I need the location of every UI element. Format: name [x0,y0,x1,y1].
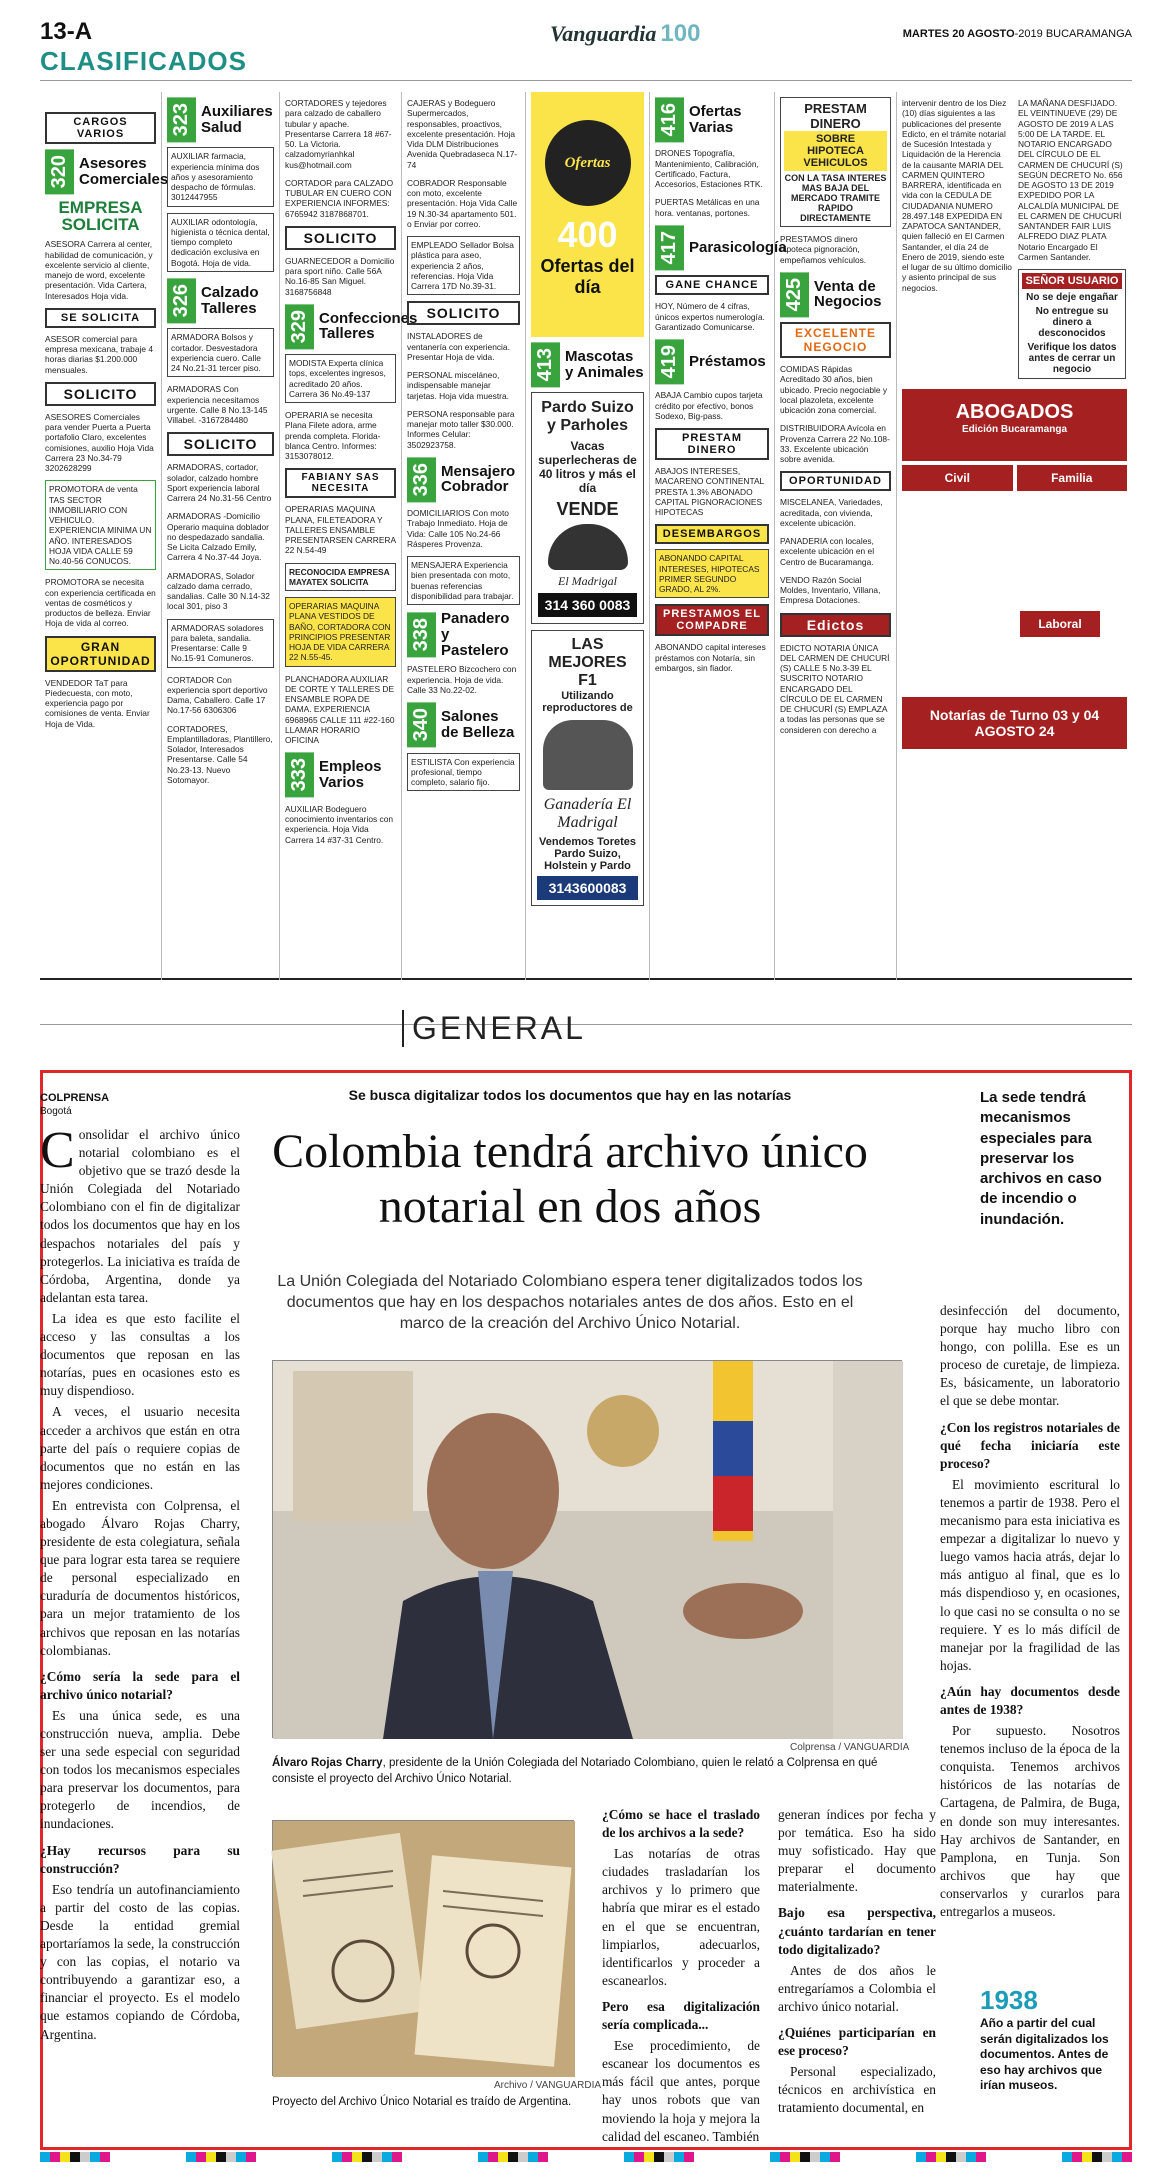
classified-ad: COBRADOR Responsable con moto, excelente presentación. Hoja Vida Calle 19 N.30-34 apartamento 501. o Enviar por correo. [407,177,518,229]
classified-ad: CORTADOR Con experiencia sport deportivo Dama, Caballero. Calle 17 No.17-56 6306306 [167,674,268,716]
interview-answer: Las notarías de otras ciudades trasladarían los archivos y lo primero que habría que mirar es el estado en el que se encuentran, limpiarlos, adecuarlos, identificarlos y proceder a escanearlos. [602,1846,760,1988]
paragraph: onsolidar el archivo único notarial colombiano es el objetivo que se trazó desde la Unión Colegiada del Notariado Colombiano con el fin de digitalizar todos los documentos que hay en los despachos notariales del país y protegerlos. La iniciativa es traída de Córdoba, Argentina, donde ya adelantan esta tarea. [40,1127,240,1305]
category-425 [780,272,891,317]
classified-ad: MODISTA Experta clínica tops, excelentes ingresos, acreditado 20 años. Carrera 36 No.49-137 [285,354,396,403]
classified-ad: HOY, Número de 4 cifras, únicos expertos numerología. Garantizado Comunicarse. [655,301,765,332]
classified-ad: PLANCHADORA AUXILIAR DE CORTE Y TALLERES DE ENSAMBLE ROPA DE DAMA. EXPERIENCIA 6968965 CALLE 111 #22-160 LLAMAR HORARIO OFICINA [285,673,395,746]
category-number: 413 [531,342,560,387]
ofertas-banner [531,92,644,337]
classified-ad: ABAJOS INTERESES, MACARENO CONTINENTAL PRESTA 1.3% ABONADO CAPITAL PIGNORACIONES HIPOTECAS [655,466,764,518]
prestam-title: PRESTAM DINERO [804,101,867,131]
tasa-text: CON LA TASA INTERES MAS BAJA DEL MERCADO TRAMITE RAPIDO DIRECTAMENTE [784,173,887,223]
classified-ad: OPERARIA se necesita Plana Filete adora, arme prenda completa. Florida-blanca Centro. Informes: 3153078012. [285,410,381,462]
section-general-title: GENERAL [402,1010,586,1047]
classified-ad: AUXILIAR farmacia, experiencia mínima dos años y asesoramiento despacho de fórmulas. 3012447955 [167,147,274,206]
brand-name: Vanguardia [550,21,657,46]
page-number: 13-A [40,18,93,45]
senor-tip-3: Verifique los datos antes de cerrar un negocio [1027,342,1117,375]
article-summary: La Unión Colegiada del Notariado Colombiano espera tener digitalizados todos los documentos que hay en los despachos notariales antes de dos años. Esto en el marco de la creación del Archivo Único Notarial. [277,1273,863,1332]
edicto-text: intervenir dentro de los Diez (10) días siguientes a las publicaciones del presente Edicto, en el trámite notarial de Sucesión Intestada y Liquidación de la Herencia de la causante MARIA DEL CARMEN QUINTERO BARRERA, identificada en vida con la CEDULA DE CIUDADANIA NUMERO 28.497.148 EXPEDIDA EN ZAPATOCA SANTANDER, quien falleció en El Carmen Santander, el día 24 de Enero de 2019, siendo este el lugar de su último domicilio y asiento principal de sus negocios. [902,98,1012,293]
article-column-right [940,1302,1120,1924]
vendemos-text: Vendemos Toretes Pardo Suizo, Holstein y Pardo [539,836,636,873]
classified-ad: ABAJA Cambio cupos tarjeta crédito por efectivo, bonos Sodexo, Big-pass. [655,390,763,421]
classified-ad: AUXILIAR Bodeguero conocimiento inventarios con experiencia. Hoja Vida Carrera 14 #37-31 Centro. [285,803,394,845]
classified-ad: INSTALADORES de ventanería con experiencia. Presentar Hoja de vida. [407,331,510,362]
classified-column-1 [40,92,169,980]
category-323 [167,97,274,142]
paragraph: La idea es que esto facilite el acceso y las consultas a los documentos que reposan en las notarías, pues en ocasiones esto es muy dispendioso. [40,1310,240,1399]
interview-question: ¿Cómo se hace el traslado de los archivos a la sede? [602,1807,760,1841]
interview-question: ¿Aún hay documentos desde antes de 1938? [940,1683,1120,1717]
color-bar [1062,2152,1132,2162]
category-338 [407,611,520,658]
abogados-title: ABOGADOS [955,401,1074,423]
solicito-banner: SOLICITO [407,301,520,325]
solicito-banner: SOLICITO [45,382,156,406]
mejores-sub: Utilizando reproductores de [542,690,633,715]
se-solicita-banner: SE SOLICITA [45,308,156,328]
madrigal-signature: El Madrigal [558,574,617,589]
classified-ad: PANADERIA con locales, excelente ubicación en el Centro de Bucaramanga. [780,536,875,567]
category-326 [167,278,274,323]
category-name: Préstamos [689,352,766,370]
category-number: 417 [655,225,684,270]
abogados-categories [902,465,1127,491]
mejores-title: LAS MEJORES F1 [548,636,627,690]
classified-ad: OPERARIAS MAQUINA PLANA VESTIDOS DE BAÑO, CORTADORA CON PRINCIPIOS PRESENTAR HOJA DE VIDA CARRERA 22 N.55-45. [285,597,396,667]
prestam-hipoteca-ad [780,97,891,227]
abogados-banner [902,389,1127,461]
classified-column-3 [280,92,418,980]
classified-ad: MENSAJERA Experiencia bien presentada con moto, buenas referencias disponibilidad para trabajar. [407,556,520,605]
category-name: Panadero y Pastelero [441,610,510,659]
caption-text: , presidente de la Unión Colegiada del Notariado Colombiano, quien le relató a Colprensa en qué consiste el proyecto del Archivo Único Notarial. [272,1757,878,1785]
article-kicker: Se busca digitalizar todos los documentos que hay en las notarías [348,1087,792,1103]
classified-ad: VENDO Razón Social Moldes, Inventario, Villana, Empresa Dotaciones. [780,574,881,606]
solicito-banner: SOLICITO [167,432,274,456]
color-bar [40,2152,110,2162]
category-number: 333 [285,752,314,797]
classified-ad: ASESOR comercial para empresa mexicana, trabaje 4 horas diarias $1.200.000 mensuales. [45,333,153,375]
cow-illustration [548,524,628,570]
archive-photo [272,1820,574,2076]
category-name: Venta de Negocios [814,277,882,311]
classified-ad: AUXILIAR odontología, higienista o técnica dental, tiempo completo dedicación exclusiva en Bogotá. Hoja de vida. [167,213,274,272]
classified-column-2 [162,92,280,980]
classified-ad: PROMOTORA de venta TAS SECTOR INMOBILIARIO CON VEHICULO. EXPERIENCIA MINIMA UN AÑO. INTERESADOS HOJA VIDA CALLE 59 No.40-56 CONUCOS. [45,480,156,570]
category-419 [655,339,769,384]
classified-ad: ARMADORAS, Solador calzado dama cerrado, sandalias. Calle 30 N.14-32 local 301, piso 3 [167,570,270,612]
category-336 [407,457,520,502]
archive-photo-illustration [273,1821,575,2077]
interview-answer: Por supuesto. Nosotros tenemos incluso de la época de la conquista. Tenemos archivos históricos de las notarías de Cartagena, de Palmira, de Buga, en donde son muy interesantes. Hay archivos de Santander, en Pamplona, en Tunja. Son archivos que hay que conservarlos y curarlos para entregarlos a museos. [940,1723,1120,1919]
category-name: Salones de Belleza [441,708,515,741]
interview-answer: generan índices por fecha y por temática. Eso ha sido muy sofisticado. Hay que preparar el documento materialmente. [778,1807,936,1895]
header-rule [40,80,1132,81]
laboral-tag: Laboral [1020,611,1100,637]
classified-ad: MISCELANEA, Variedades, acreditada, con vivienda, excelente ubicación. [780,497,883,528]
color-bar [770,2152,840,2162]
category-name: Calzado Talleres [201,283,259,317]
interview-answer: desinfección del documento, porque hay mucho libro con hongo, con polilla. Ese es un proceso de curetaje, de limpieza. Es, básicamente, un laboratorio el que se debe montar. [940,1303,1120,1409]
category-number: 336 [407,457,436,502]
paragraph: En entrevista con Colprensa, el abogado Álvaro Rojas Charry, presidente de esta colegiatura, señala que para lograr esta tarea se requiere de personal especializado en curaduría de documentos históricos, para un mejor tratamiento de los archivos que reposan en las notarías colombianas. [40,1497,240,1658]
brand-logo [550,20,700,48]
cargos-varios-title: CARGOS VARIOS [45,112,156,144]
empresa-solicita-banner: EMPRESA SOLICITA [58,198,143,235]
classified-column-4 [402,92,526,980]
classified-ad: CORTADORES, Emplantilladoras, Plantillero, Solador, Interesados Presentarse. Calle 54 No.23-13. Nuevo Sotomayor. [167,723,273,785]
pardo-vende: VENDE [556,499,619,520]
category-number: 338 [407,612,436,657]
interview-question: ¿Con los registros notariales de qué fecha iniciaría este proceso? [940,1419,1120,1471]
edicto-text-2: LA MAÑANA DESFIJADO. EL VEINTINUEVE (29) DE AGOSTO DE 2019 A LAS 5:00 DE LA TARDE. EL NOTARIO ENCARGADO DEL CÍRCULO DE EL CARMEN DE CHUCURÍ (S) SEGÚN DECRETO No. 656 DE AGOSTO 13 DE 2019 EXPEDIDO POR LA ALCALDÍA MUNICIPAL DE EL CARMEN DE CHUCURÍ SANTANDER FAIR LUIS ALFREDO DIAZ PLATA Notario Encargado El Carmen Santander. [1018,98,1123,262]
category-417 [655,225,787,270]
color-bar [916,2152,986,2162]
madrigal-phone: 3143600083 [537,876,638,900]
notarias-turno-box: Notarías de Turno 03 y 04 AGOSTO 24 [902,697,1127,749]
color-bar [186,2152,256,2162]
archive-photo-credit: Archivo / VANGUARDIA [494,2080,602,2091]
classified-ad: DISTRIBUIDORA Avícola en Provenza Carrera 22 No.108-33. Excelente ubicación sobre avenida. [780,423,890,465]
madrigal-ad [531,630,644,906]
pardo-suizo-ad [531,392,644,624]
edictos-banner: Edictos [780,613,891,637]
interview-answer: El movimiento escritural lo tenemos a partir de 1938. Pero el mecanismo para esta iniciativa es empezar a digitalizar lo nuevo y luego vamos hacia atrás, dejar lo más antiguo al final, que es lo más dispendioso y, en ocasiones, lo que casi no se consulta o no se requiere. Y es lo más difícil de manejar por la fragilidad de las hojas. [940,1476,1120,1673]
classified-ad: ARMADORAS -Domicilio Operario maquina doblador no despedazado sandalia. Se Licita Calzado Emily, Carrera 4 No.37-44 Joya. [167,511,269,563]
date-strong: MARTES 20 AGOSTO [902,28,1015,40]
classified-ad: ARMADORAS Con experiencia necesitamos urgente. Calle 8 No.13-145 Villabel. -3167284480 [167,384,268,425]
ofertas-seal: Ofertas [545,120,631,206]
classified-ad: CORTADORES y tejedores para calzado de caballero tubular y apache. Presentarse Carrera 18 #67-50. La Victoria. calzadomyrianhkal kus@hotmail.com [285,98,392,170]
page-header [40,18,1132,74]
bull-illustration [543,720,633,790]
gran-oportunidad-banner: GRAN OPORTUNIDAD [45,636,156,672]
pardo-phone: 314 360 0083 [538,593,637,617]
abogados-listings-2 [902,637,1127,697]
category-number: 329 [285,304,314,349]
main-photo [272,1360,902,1738]
desembargos-banner: DESEMBARGOS [655,524,769,544]
classified-ad: ARMADORAS soladores para baleta, sandalia. Presentarse: Calle 9 No.15-91 Comuneros. [167,619,274,668]
category-416 [655,97,769,142]
ofertas-number: 400 [557,214,618,255]
interview-question: ¿Quiénes participarían en ese proceso? [778,2025,936,2059]
senor-tip-1: No se deje engañar [1026,292,1118,303]
category-329 [285,304,418,349]
classified-ad: OPERARIAS MAQUINA PLANA, FILETEADORA Y TALLERES ENSAMBLE PRESENTARSEN CARRERA 22 N.54-49 [285,504,396,556]
senor-title: SEÑOR USUARIO [1022,273,1122,289]
oportunidad-banner: OPORTUNIDAD [780,471,891,491]
mayatex-banner: RECONOCIDA EMPRESA MAYATEX SOLICITA [285,563,396,592]
category-name: Asesores Comerciales [79,154,169,188]
classified-column-8 [897,92,1132,980]
interview-question: Bajo esa perspectiva, ¿cuánto tardarían en tener todo digitalizado? [778,1905,936,1957]
fabiany-banner: FABIANY SAS NECESITA [285,468,396,498]
classified-ad: PASTELERO Bizcochero con experiencia. Hoja de vida. Calle 33 No.22-02. [407,664,517,695]
pardo-title: Pardo Suizo y Parholes [541,399,634,435]
abogados-subtitle: Edición Bucaramanga [961,424,1068,435]
classifieds-grid [40,92,1132,980]
interview-answer: Personal especializado, técnicos en archivística en tratamiento documental, en [778,2064,936,2116]
interview-answer: Antes de dos años le entregaríamos a Colombia el archivo único notarial. [778,1962,936,2014]
ofertas-subtitle: Ofertas del día [540,256,635,297]
classified-ad: PERSONA responsable para manejar moto taller $30.000. Informes Celular: 3502923758. [407,408,515,450]
category-number: 425 [780,272,809,317]
classified-ad: COMIDAS Rápidas Acreditado 30 años, bien ubicado. Precio negociable y local plazoleta, excelente ubicación zona comercial. [780,364,888,416]
interview-answer: Ese procedimiento, de escanear los documentos es más fácil que antes, porque hay unos robots que van moviendo la hoja y mejora la calidad del escaneo. También [602,2038,760,2144]
section-rule [40,1024,1132,1025]
category-name: Empleos Varios [319,758,382,792]
classified-column-5 [526,92,650,980]
interview-question: Pero esa digitalización sería complicada... [602,1998,760,2033]
classified-ad: PERSONAL misceláneo, indispensable manejar tarjetas. Hoja vida muestra. [407,370,509,401]
excelente-negocio-banner: EXCELENTE NEGOCIO [780,322,891,358]
stat-number: 1938 [980,1985,1038,2015]
main-photo-credit: Colprensa / VANGUARDIA [790,1742,910,1753]
brand-anniversary: 100 [660,20,701,47]
category-name: Ofertas Varias [689,102,742,136]
date-rest: -2019 BUCARAMANGA [1014,28,1132,40]
pardo-vacas: Vacas superlecheras de 40 litros y más el día [538,439,637,496]
print-registration-bars [40,2152,1132,2166]
classified-ad: CAJERAS y Bodeguero Supermercados, responsables, proactivos, excelente presentación. Hoja Vida DLM Distribuciones Avenida Quebradaseca N.17-74 [407,98,518,170]
drop-cap: C [40,1122,75,1179]
interview-question: ¿Cómo sería la sede para el archivo único notarial? [40,1668,240,1702]
category-name: Mensajero Cobrador [441,462,516,496]
classified-ad: DOMICILIARIOS Con moto Trabajo Inmediato. Hoja de Vida: Calle 105 No.24-66 Rásperes Provenza. [407,508,509,549]
stat-text: Año a partir del cual serán digitalizados los documentos. Antes de eso hay archivos que irían museos. [980,2016,1109,2093]
classified-ad: ARMADORA Bolsos y cortador. Desvestadora experiencia cuero. Calle 24 No.21-31 tercer piso. [167,328,274,377]
prestamos-compadre-banner: PRESTAMOS EL COMPADRE [655,604,769,636]
category-number: 340 [407,702,436,747]
main-photo-caption [272,1756,902,1787]
prestam-dinero-banner: PRESTAM DINERO [655,428,769,460]
classified-ad: ABONANDO CAPITAL INTERESES, HIPOTECAS PRIMER SEGUNDO GRADO, AL 2%. [655,549,769,598]
classified-column-6 [650,92,787,980]
category-340 [407,702,520,747]
gane-chance-banner: GANE CHANCE [655,275,769,295]
color-bar [332,2152,402,2162]
edition-date [903,28,1132,40]
article-headline: Colombia tendrá archivo único notarial en dos años [272,1125,868,1233]
interview-answer: Eso tendría un autofinanciamiento a partir del costo de las copias. Desde la entidad gremial aportaríamos la sede, la construcción y con las copias, el notario va contribuyendo a garantizar eso, a financiar el proyecto. Es el modelo que estamos copiando de Córdoba, Argentina. [40,1881,240,2042]
edicto-columns [902,92,1127,385]
classified-ad: ABONANDO capital intereses préstamos con Notaría, sin embargos, sin fiador. [655,642,766,673]
interview-question: ¿Hay recursos para su construcción? [40,1842,240,1876]
edicto-right [1018,92,1126,385]
interview-answer: Es una única sede, es una construcción nueva, amplia. Debe ser una sede especial con seguridad con todos los mecanismos especiales para preservar los documentos, para protegerlo de incendios, de inundaciones. [40,1707,240,1832]
classified-ad: VENDEDOR TaT para Piedecuesta, con moto, experiencia pago por comisiones de venta. Enviar Hoja de Vida. [45,677,150,729]
article-column-middle-2 [778,1806,936,2121]
article-source: COLPRENSA [40,1092,110,1104]
article-column-left [40,1122,240,2047]
category-name: Auxiliares Salud [201,102,273,136]
classified-ad: EMPLEADO Sellador Bolsa plástica para aseo, experiencia 2 años, referencias. Hoja Vida Carrera 17D No.39-31. [407,236,520,295]
senor-tip-2: No entregue su dinero a desconocidos [1035,306,1109,339]
classified-ad: PROMOTORA se necesita con experiencia certificada en ventas de cosméticos y productos de belleza. Enviar Hoja de vida al correo. [45,577,156,629]
classified-ad: ASESORA Carrera al center, habilidad de comunicación, y excelente servicio al cliente, manejo de word, excelente presentación. Vida Cartera, Interesados Hoja vida. [45,239,153,301]
familia-tag: Familia [1017,465,1128,491]
classified-column-7 [775,92,897,980]
color-bar [624,2152,694,2162]
category-320 [45,149,169,194]
category-number: 320 [45,149,74,194]
article-sidebar-quote: La sede tendrá mecanismos especiales para preservar los archivos en caso de incendio o inundación. [980,1089,1102,1228]
sobre-hipoteca: SOBRE HIPOTECA VEHICULOS [784,131,887,171]
classified-ad: GUARNECEDOR a Domicilio para sport niño. Calle 56A No.16-85 San Miguel. 3168756848 [285,255,395,297]
civil-tag: Civil [902,465,1013,491]
classified-ad: ARMADORAS, cortador, solador, calzado hombre Sport experiencia laboral Carrera 24 No.31-56 Centro [167,462,272,503]
category-number: 326 [167,278,196,323]
classified-ad: EDICTO NOTARIA ÚNICA DEL CARMEN DE CHUCURÍ (S) CALLE 5 No.3-39 EL SUSCRITO NOTARIO ENCARGADO DEL CÍRCULO DE EL CARMEN DE CHUCURÍ (S) EMPLAZA a todas las personas que se consideren con derecho a [780,642,890,735]
color-bar [478,2152,548,2162]
ganaderia-name: Ganadería El Madrigal [543,796,632,832]
solicito-banner: SOLICITO [285,226,396,250]
category-name: Parasicología [689,238,787,256]
paragraph: A veces, el usuario necesita acceder a archivos que están en otra parte del país o requiere copias de documentos que no están en las mejores condiciones. [40,1404,240,1492]
category-number: 323 [167,97,196,142]
classified-ad: PRESTAMOS dinero hipoteca pignoración, empeñamos vehículos. [780,234,867,265]
archive-photo-caption: Proyecto del Archivo Único Notarial es traído de Argentina. [272,2096,572,2108]
category-number: 419 [655,339,684,384]
category-413 [531,342,644,387]
category-333 [285,752,396,797]
classified-ad: ESTILISTA Con experiencia profesional, tiempo completo, salario fijo. [407,753,520,792]
article-column-middle-1 [602,1806,760,2149]
senor-usuario-box [1018,269,1126,379]
main-photo-illustration [273,1361,903,1739]
caption-bold: Álvaro Rojas Charry [272,1757,383,1769]
article-city: Bogotá [40,1106,72,1117]
stat-box [980,1985,1122,2094]
section-title: CLASIFICADOS [40,46,247,76]
abogados-listings [902,491,1127,611]
classified-ad: ASESORES Comerciales para vender Puerta a Puerta portafolio Claro, excelentes comisiones, auxilio Hoja Vida Carrera 23 No.34-79 3202628299 [45,411,154,474]
category-name: Confecciones Talleres [319,309,418,343]
category-number: 416 [655,97,684,142]
category-name: Mascotas y Animales [565,347,644,381]
classified-ad: CORTADOR para CALZADO TUBULAR EN CUERO CON EXPERIENCIA INFORMES: 6765942 3187868701. [285,177,394,219]
classified-ad: PUERTAS Metálicas en una hora. ventanas, portones. [655,197,760,218]
classified-ad: DRONES Topografía, Mantenimiento, Calibración, Certificado, Factura, Accesorios, Estaciones RTK. [655,148,763,190]
